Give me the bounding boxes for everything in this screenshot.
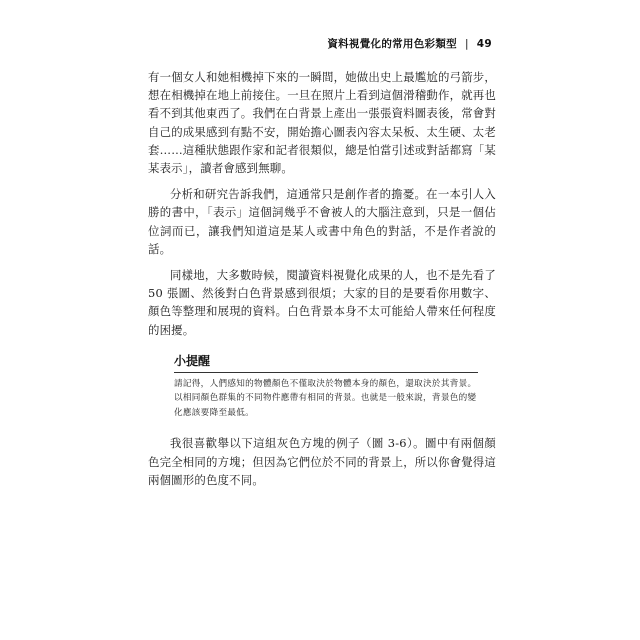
tip-title: 小提醒 [174,353,211,368]
running-header [327,36,492,51]
paragraph-1: 有一個女人和她相機掉下來的一瞬間，她做出史上最尷尬的弓箭步，想在相機掉在地上前接住。一旦在照片上看到這個滑稽動作，就再也看不到其他東西了。我們在白背景上產出一張張資料圖表後，常會對自己的成果感到有點不安，開始擔心圖表內容太呆板、太生硬、太老套……這種狀態跟作家和記者很類似，總是怕當引述或對話都寫「某某表示」，讀者會感到無聊。 [148,70,496,176]
paragraph-3: 同樣地，大多數時候，閱讀資料視覺化成果的人，也不是先看了 50 張圖、然後對白色背景感到很煩；大家的目的是要看你用數字、顏色等整理和展現的資料。白色背景本身不太可能給人帶來任何程度的困擾。 [148,268,496,337]
tip-body: 請記得，人們感知的物體顏色不僅取決於物體本身的顏色，還取決於其背景。以相同顏色群集的不同物件應帶有相同的背景。也就是一般來說，背景色的變化應該要降至最低。 [174,378,477,418]
body-text [148,68,496,489]
paragraph-4: 我很喜歡舉以下這組灰色方塊的例子（圖 3-6）。圖中有兩個顏色完全相同的方塊；但因為它們位於不同的背景上，所以你會覺得這兩個圖形的色度不同。 [148,436,496,487]
tip-divider [174,372,478,373]
chapter-title: 資料視覺化的常用色彩類型 [327,38,457,50]
paragraph-2: 分析和研究告訴我們，這通常只是創作者的擔憂。在一本引人入勝的書中，「表示」這個詞幾乎不會被人的大腦注意到，只是一個佔位詞而已，讓我們知道這是某人或書中角色的對話，不是作者說的話。 [148,187,496,256]
header-separator: | [464,38,469,50]
page-number: 49 [476,38,492,50]
tip-box [174,353,478,421]
